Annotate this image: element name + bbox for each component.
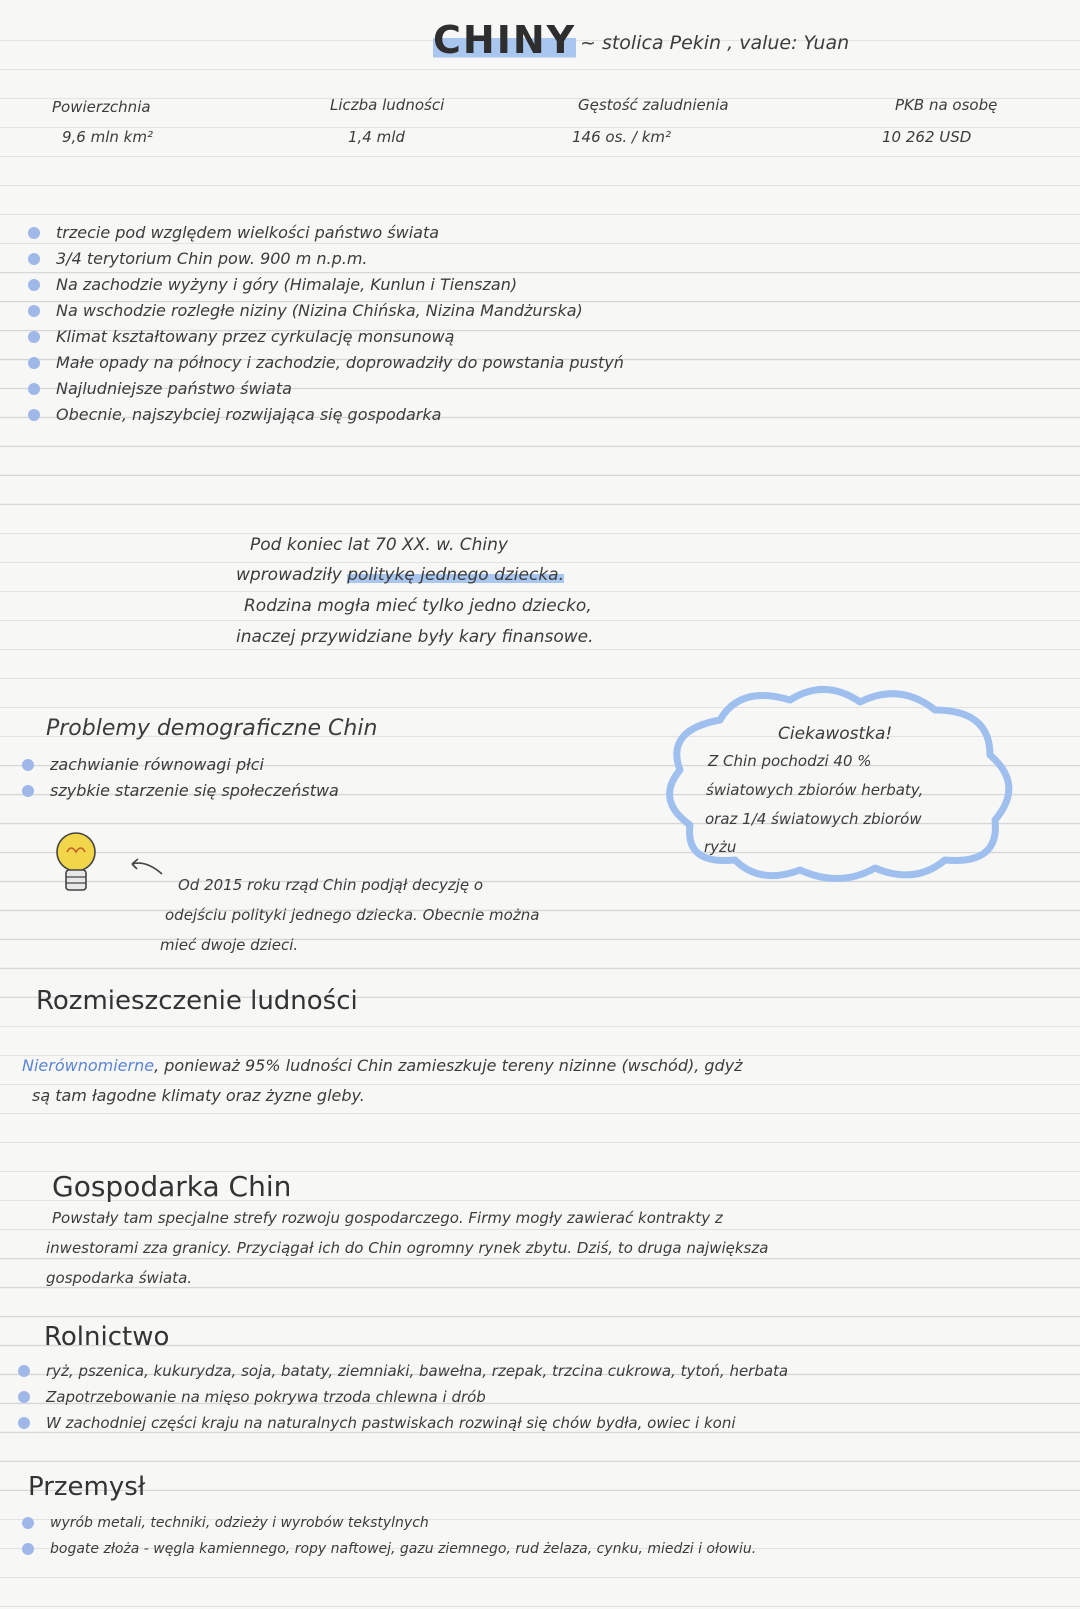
population-line-2: są tam łagodne klimaty oraz żyzne gleby. — [32, 1086, 365, 1105]
facts-list — [28, 220, 624, 428]
economy-line-2: inwestorami zza granicy. Przyciągał ich do Chin ogromny rynek zbytu. Dziś, to druga największa — [46, 1239, 769, 1257]
stat-population-label: Liczba ludności — [330, 96, 445, 114]
bullet-icon — [28, 331, 40, 343]
bullet-icon — [22, 1543, 34, 1555]
bullet-icon — [22, 1517, 34, 1529]
stat-area-label: Powierzchnia — [52, 98, 151, 116]
demography-list — [22, 752, 339, 804]
bullet-icon — [28, 253, 40, 265]
policy-line-4: inaczej przywidziane były kary finansowe. — [236, 627, 594, 647]
list-item: Na wschodzie rozległe niziny (Nizina Chińska, Nizina Mandżurska) — [28, 298, 624, 324]
industry-heading: Przemysł — [28, 1472, 146, 1502]
economy-line-1: Powstały tam specjalne strefy rozwoju gospodarczego. Firmy mogły zawierać kontrakty z — [52, 1209, 723, 1227]
stat-population-value: 1,4 mld — [348, 128, 405, 146]
list-item: wyrób metali, techniki, odzieży i wyrobów tekstylnych — [22, 1510, 756, 1536]
list-item: Małe opady na północy i zachodzie, doprowadziły do powstania pustyń — [28, 350, 624, 376]
list-item: Obecnie, najszybciej rozwijająca się gospodarka — [28, 402, 624, 428]
bullet-icon — [22, 785, 34, 797]
list-item: Najludniejsze państwo świata — [28, 376, 624, 402]
bullet-icon — [28, 305, 40, 317]
policy-line-3: Rodzina mogła mieć tylko jedno dziecko, — [244, 596, 592, 616]
economy-heading: Gospodarka Chin — [52, 1170, 292, 1203]
bullet-icon — [28, 383, 40, 395]
list-item: zachwianie równowagi płci — [22, 752, 339, 778]
bullet-icon — [18, 1365, 30, 1377]
list-item: 3/4 terytorium Chin pow. 900 m n.p.m. — [28, 246, 624, 272]
list-item: szybkie starzenie się społeczeństwa — [22, 778, 339, 804]
agriculture-heading: Rolnictwo — [44, 1322, 170, 1352]
bullet-icon — [28, 279, 40, 291]
stat-area-value: 9,6 mln km² — [62, 128, 153, 146]
list-item: Na zachodzie wyżyny i góry (Himalaje, Kunlun i Tienszan) — [28, 272, 624, 298]
bullet-icon — [22, 759, 34, 771]
fun-fact-title: Ciekawostka! — [778, 724, 893, 744]
policy-highlight: politykę jednego dziecka. — [347, 565, 564, 585]
list-item: ryż, pszenica, kukurydza, soja, bataty, ziemniaki, bawełna, rzepak, trzcina cukrowa, tytoń, herbata — [18, 1358, 788, 1384]
population-highlight: Nierównomierne — [22, 1056, 155, 1075]
demography-note-2: odejściu polityki jednego dziecka. Obecnie można — [165, 906, 540, 924]
industry-list — [22, 1510, 756, 1562]
fun-fact-line-2: światowych zbiorów herbaty, — [706, 781, 924, 799]
page-title — [425, 18, 584, 62]
stat-density-label: Gęstość zaludnienia — [578, 96, 729, 114]
agriculture-list — [18, 1358, 788, 1436]
economy-line-3: gospodarka świata. — [46, 1269, 193, 1287]
bullet-icon — [18, 1417, 30, 1429]
fun-fact-line-1: Z Chin pochodzi 40 % — [708, 752, 872, 770]
list-item: Zapotrzebowanie na mięso pokrywa trzoda chlewna i drób — [18, 1384, 788, 1410]
page-title-text: CHINY — [433, 18, 577, 62]
bullet-icon — [18, 1391, 30, 1403]
policy-line-1: Pod koniec lat 70 XX. w. Chiny — [250, 535, 508, 555]
stat-gdp-value: 10 262 USD — [882, 128, 972, 146]
demography-note-3: mieć dwoje dzieci. — [160, 936, 299, 954]
population-line-1: Nierównomierne, ponieważ 95% ludności Chin zamieszkuje tereny nizinne (wschód), gdyż — [22, 1056, 743, 1075]
stat-gdp-label: PKB na osobę — [895, 96, 998, 114]
arrow-icon — [128, 856, 164, 878]
bullet-icon — [28, 409, 40, 421]
list-item: Klimat kształtowany przez cyrkulację monsunową — [28, 324, 624, 350]
fun-fact-line-3: oraz 1/4 światowych zbiorów — [705, 810, 922, 828]
bullet-icon — [28, 227, 40, 239]
bullet-icon — [28, 357, 40, 369]
demography-heading: Problemy demograficzne Chin — [46, 716, 378, 741]
policy-line-2: wprowadziły politykę jednego dziecka. — [236, 565, 564, 585]
stat-density-value: 146 os. / km² — [572, 128, 672, 146]
list-item: trzecie pod względem wielkości państwo świata — [28, 220, 624, 246]
page-subtitle: ~ stolica Pekin , value: Yuan — [580, 32, 850, 54]
list-item: W zachodniej części kraju na naturalnych pastwiskach rozwinął się chów bydła, owiec i koni — [18, 1410, 788, 1436]
fun-fact-line-4: ryżu — [704, 838, 737, 856]
lightbulb-icon — [52, 830, 100, 898]
population-heading: Rozmieszczenie ludności — [36, 986, 358, 1016]
demography-note-1: Od 2015 roku rząd Chin podjął decyzję o — [178, 876, 484, 894]
list-item: bogate złoża - węgla kamiennego, ropy naftowej, gazu ziemnego, rud żelaza, cynku, miedzi i ołowiu. — [22, 1536, 756, 1562]
